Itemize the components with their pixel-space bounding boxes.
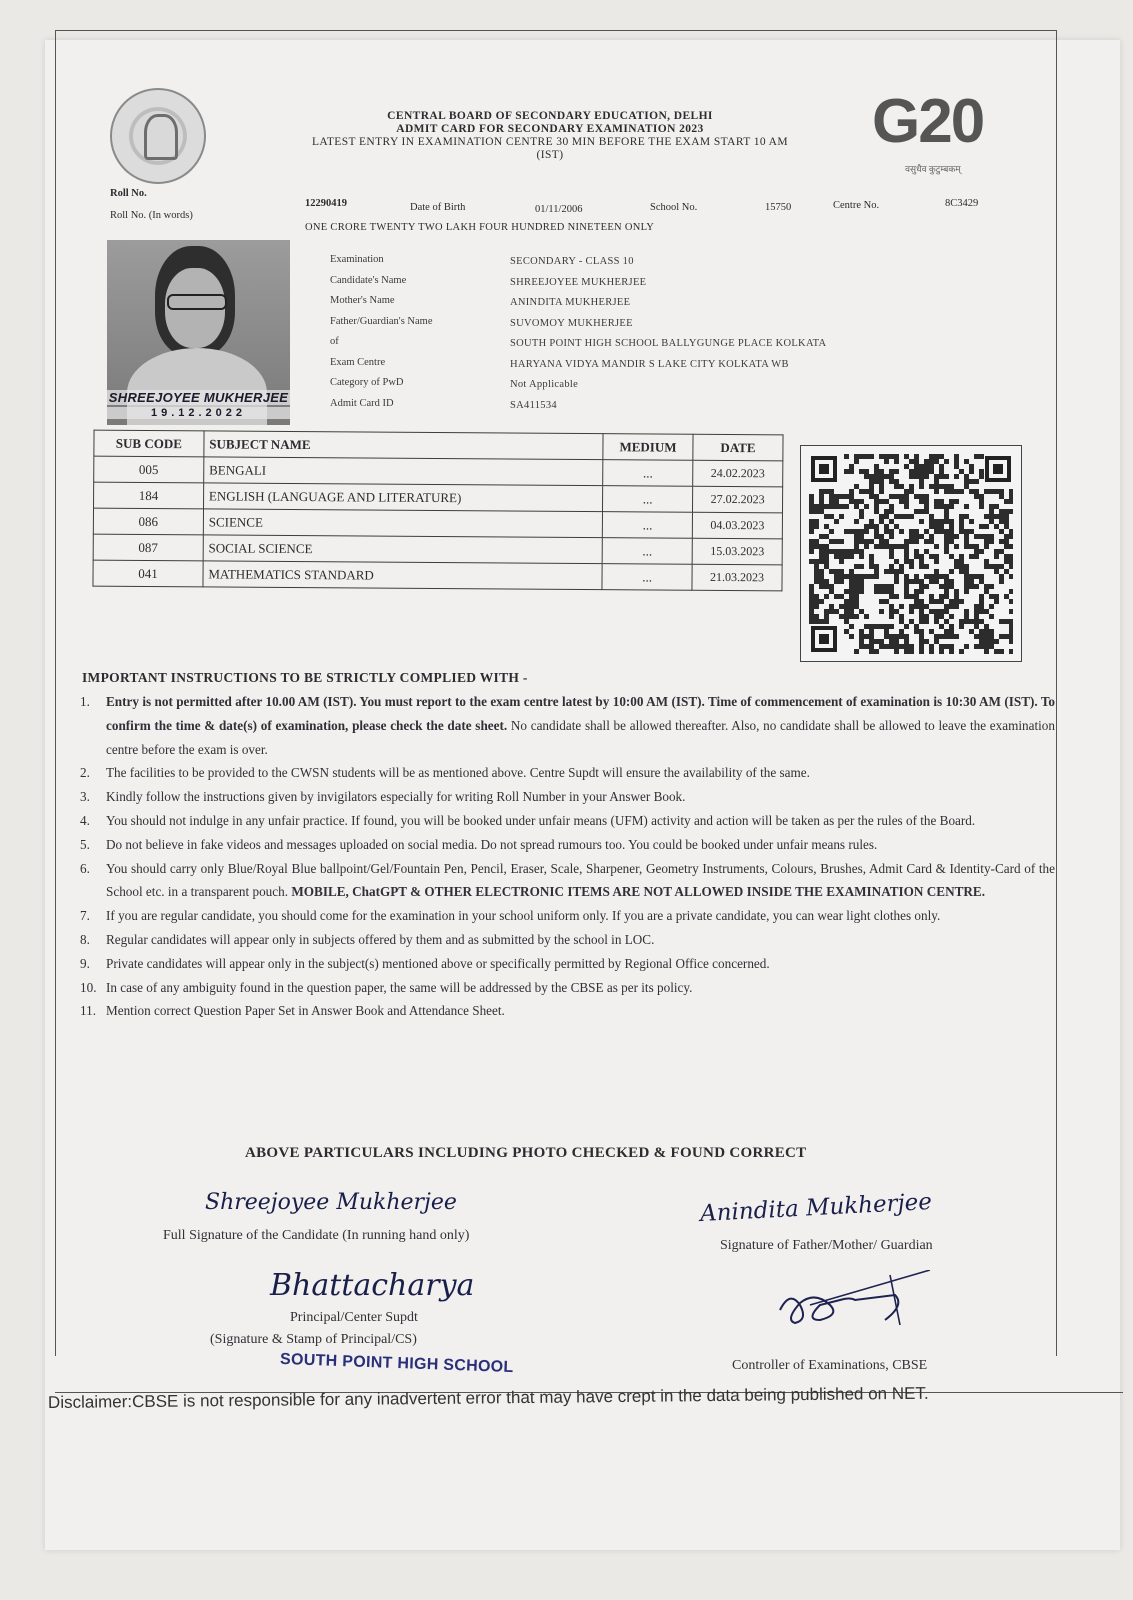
list-item: 5. Do not believe in fake videos and messages uploaded on social media. Do not spread rumours too. You could be booked under unfair means rules. bbox=[80, 833, 1055, 857]
medium: ... bbox=[602, 564, 692, 591]
principal-caption-2: (Signature & Stamp of Principal/CS) bbox=[210, 1332, 417, 1347]
instructions-title: IMPORTANT INSTRUCTIONS TO BE STRICTLY COMPLIED WITH - bbox=[82, 670, 528, 685]
card-title: ADMIT CARD FOR SECONDARY EXAMINATION 2023 bbox=[396, 123, 704, 135]
detail-label: Examination bbox=[330, 254, 384, 265]
detail-value: SECONDARY - CLASS 10 bbox=[510, 256, 634, 267]
instructions-list bbox=[80, 690, 1055, 1023]
detail-value: Not Applicable bbox=[510, 379, 579, 390]
entry-note: LATEST ENTRY IN EXAMINATION CENTRE 30 MIN BEFORE THE EXAM START 10 AM bbox=[312, 136, 788, 148]
controller-signature bbox=[770, 1270, 960, 1340]
disclaimer-text: Disclaimer:CBSE is not responsible for any inadvertent error that may have crept in the data being published on NET. bbox=[47, 1383, 929, 1412]
board-name: CENTRAL BOARD OF SECONDARY EDUCATION, DELHI bbox=[387, 110, 713, 122]
list-item: 10. In case of any ambiguity found in the question paper, the same will be addressed by the CBSE as per its policy. bbox=[80, 976, 1055, 1000]
subjects-table bbox=[92, 430, 783, 592]
list-item: 1. Entry is not permitted after 10.00 AM (IST). You must report to the exam centre latest by 10:00 AM (IST). Time of commencement of examination is 10:30 AM (IST). To confirm the time & date(s) of examination, please check the date sheet. No candidate shall be allowed thereafter. Also, no candidate shall be allowed to leave the examination centre before the exam is over. bbox=[80, 694, 1055, 757]
roll-number: 12290419 bbox=[305, 198, 347, 209]
detail-label: Father/Guardian's Name bbox=[330, 315, 433, 327]
instruction-text: You should not indulge in any unfair practice. If found, you will be booked under unfair means (UFM) activity and action will be taken as per the rules of the Board. bbox=[106, 812, 976, 828]
col-date: DATE bbox=[693, 434, 783, 461]
school-no-label: School No. bbox=[650, 202, 698, 213]
sub-code: 087 bbox=[93, 534, 203, 561]
detail-value: HARYANA VIDYA MANDIR S LAKE CITY KOLKATA WB bbox=[510, 358, 789, 370]
dob-label: Date of Birth bbox=[410, 202, 466, 213]
list-item: 4. You should not indulge in any unfair practice. If found, you will be booked under unfair means (UFM) activity and action will be taken as per the rules of the Board. bbox=[80, 809, 1055, 833]
instruction-text: Mention correct Question Paper Set in Answer Book and Attendance Sheet. bbox=[106, 1003, 505, 1019]
table-row bbox=[93, 560, 782, 591]
dob-value: 01/11/2006 bbox=[535, 204, 583, 215]
list-item: 9. Private candidates will appear only in the subject(s) mentioned above or specifically permitted by Regional Office concerned. bbox=[80, 952, 1055, 976]
guardian-signature: Anindita Mukherjee bbox=[699, 1188, 933, 1228]
detail-value: SOUTH POINT HIGH SCHOOL BALLYGUNGE PLACE KOLKATA bbox=[510, 338, 827, 349]
centre-no-value: 8C3429 bbox=[945, 198, 979, 209]
exam-date: 15.03.2023 bbox=[692, 538, 782, 565]
principal-signature: Bhattacharya bbox=[270, 1268, 475, 1303]
candidate-signature: Shreejoyee Mukherjee bbox=[205, 1190, 457, 1215]
list-item: 7. If you are regular candidate, you should come for the examination in your school uniform only. If you are a private candidate, you can wear light clothes only. bbox=[80, 904, 1055, 928]
sub-code: 005 bbox=[94, 456, 204, 483]
roll-in-words: ONE CRORE TWENTY TWO LAKH FOUR HUNDRED NINETEEN ONLY bbox=[305, 222, 655, 233]
col-medium: MEDIUM bbox=[603, 434, 693, 461]
list-item: 2. The facilities to be provided to the CWSN students will be as mentioned above. Centre Supdt will ensure the availability of the same. bbox=[80, 761, 1055, 785]
detail-label: Category of PwD bbox=[330, 377, 404, 388]
medium: ... bbox=[602, 512, 692, 539]
instruction-bold-text: MOBILE, ChatGPT & OTHER ELECTRONIC ITEMS ARE NOT ALLOWED INSIDE THE EXAMINATION CENTRE. bbox=[291, 884, 986, 900]
list-item: 8. Regular candidates will appear only in subjects offered by them and as submitted by the school in LOC. bbox=[80, 928, 1055, 952]
list-item: 6. You should carry only Blue/Royal Blue ballpoint/Gel/Fountain Pen, Pencil, Eraser, Scale, Sharpener, Geometry Instruments, Colours, Brushes, Admit Card & Identity-Card of the School etc. in a transparent pouch. MOBILE, ChatGPT & OTHER ELECTRONIC ITEMS ARE NOT ALLOWED INSIDE THE EXAMINATION CENTRE. bbox=[80, 860, 1055, 900]
detail-value: SUVOMOY MUKHERJEE bbox=[510, 317, 633, 329]
details-labels bbox=[330, 250, 500, 414]
detail-label: Candidate's Name bbox=[330, 274, 407, 286]
subject-name: SCIENCE bbox=[203, 509, 602, 538]
list-item: 11. Mention correct Question Paper Set in Answer Book and Attendance Sheet. bbox=[80, 999, 1055, 1023]
candidate-signature-caption: Full Signature of the Candidate (In running hand only) bbox=[163, 1228, 470, 1243]
controller-caption: Controller of Examinations, CBSE bbox=[732, 1358, 928, 1373]
sub-code: 184 bbox=[94, 482, 204, 509]
exam-date: 21.03.2023 bbox=[692, 564, 782, 591]
col-subject-name: SUBJECT NAME bbox=[204, 431, 603, 460]
subject-name: ENGLISH (LANGUAGE AND LITERATURE) bbox=[203, 483, 602, 512]
roll-label: Roll No. bbox=[110, 188, 147, 199]
checked-note: ABOVE PARTICULARS INCLUDING PHOTO CHECKED & FOUND CORRECT bbox=[245, 1145, 807, 1161]
subject-name: SOCIAL SCIENCE bbox=[203, 535, 602, 564]
medium: ... bbox=[603, 486, 693, 513]
guardian-signature-caption: Signature of Father/Mother/ Guardian bbox=[720, 1238, 933, 1253]
instruction-text: You should carry only Blue/Royal Blue ballpoint/Gel/Fountain Pen, Pencil, Eraser, Scale, Sharpener, Geometry Instruments, Colours, Brushes, Admit Card & Identity-Card of the School etc. in a transparent pouch. bbox=[106, 860, 1055, 900]
instruction-text: Regular candidates will appear only in subjects offered by them and as submitted by the school in LOC. bbox=[106, 931, 655, 947]
medium: ... bbox=[602, 538, 692, 565]
candidate-photo bbox=[107, 240, 290, 425]
qr-code-icon bbox=[800, 445, 1022, 662]
detail-label: Admit Card ID bbox=[330, 397, 394, 409]
instruction-text: Do not believe in fake videos and messages uploaded on social media. Do not spread rumours too. You could be booked under unfair means rules. bbox=[106, 836, 878, 852]
instruction-text: Private candidates will appear only in the subject(s) mentioned above or specifically permitted by Regional Office concerned. bbox=[106, 955, 770, 971]
exam-date: 24.02.2023 bbox=[693, 460, 783, 487]
g20-tagline: वसुधैव कुटुम्बकम् bbox=[905, 164, 961, 174]
photo-date-caption: 19.12.2022 bbox=[107, 407, 290, 419]
exam-date: 27.02.2023 bbox=[693, 486, 783, 513]
time-zone: (IST) bbox=[536, 149, 564, 161]
instruction-bold-text: Entry is not permitted after 10.00 AM (IST). You must report to the exam centre latest by 10:00 AM (IST). Time of commencement of examination is 10:30 AM (IST). To confirm the time & date(s) of examination, please check the date sheet. bbox=[106, 694, 1055, 733]
list-item: 3. Kindly follow the instructions given by invigilators especially for writing Roll Number in your Answer Book. bbox=[80, 785, 1055, 809]
cbse-emblem-icon bbox=[110, 88, 206, 184]
centre-no-label: Centre No. bbox=[833, 200, 880, 211]
details-values bbox=[510, 252, 980, 416]
instruction-text: The facilities to be provided to the CWSN students will be as mentioned above. Centre Supdt will ensure the availability of the same. bbox=[106, 765, 810, 781]
roll-words-label: Roll No. (In words) bbox=[110, 210, 193, 221]
detail-label: Mother's Name bbox=[330, 295, 395, 306]
medium: ... bbox=[603, 460, 693, 487]
sub-code: 041 bbox=[93, 560, 203, 587]
subject-name: MATHEMATICS STANDARD bbox=[203, 561, 602, 590]
g20-logo-icon: G20 bbox=[872, 87, 984, 156]
school-no-value: 15750 bbox=[765, 202, 792, 213]
detail-value: ANINDITA MUKHERJEE bbox=[510, 297, 631, 308]
subject-name: BENGALI bbox=[204, 457, 603, 486]
instruction-text: If you are regular candidate, you should come for the examination in your school uniform only. If you are a private candidate, you can wear light clothes only. bbox=[106, 908, 941, 924]
sub-code: 086 bbox=[93, 508, 203, 535]
exam-date: 04.03.2023 bbox=[692, 512, 782, 539]
detail-label: Exam Centre bbox=[330, 356, 386, 368]
instruction-text: No candidate shall be allowed thereafter. Also, no candidate shall be allowed to leave the examination centre before the exam is over. bbox=[106, 717, 1055, 757]
header-block bbox=[200, 110, 900, 162]
detail-value: SHREEJOYEE MUKHERJEE bbox=[510, 276, 647, 288]
principal-caption: Principal/Center Supdt bbox=[290, 1310, 418, 1325]
photo-name-caption: SHREEJOYEE MUKHERJEE bbox=[108, 390, 289, 405]
col-sub-code: SUB CODE bbox=[94, 430, 204, 457]
instruction-text: Kindly follow the instructions given by invigilators especially for writing Roll Number in your Answer Book. bbox=[106, 789, 686, 805]
school-stamp: SOUTH POINT HIGH SCHOOL bbox=[279, 1350, 514, 1377]
detail-label: of bbox=[330, 336, 339, 347]
instruction-text: In case of any ambiguity found in the question paper, the same will be addressed by the CBSE as per its policy. bbox=[106, 979, 693, 995]
detail-value: SA411534 bbox=[510, 399, 557, 411]
